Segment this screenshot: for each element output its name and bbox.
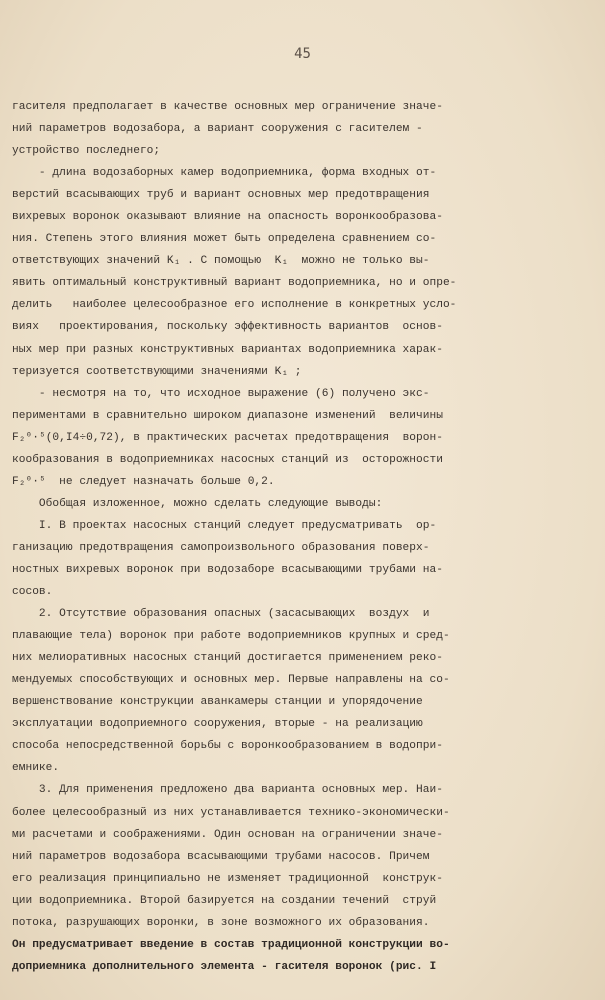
text-line: гасителя предполагает в качестве основных мер ограничение значе- — [12, 101, 443, 113]
text-line: ганизацию предотвращения самопроизвольного образования поверх- — [12, 541, 430, 554]
text-line: ностных вихревых воронок при водозаборе всасывающими трубами на- — [12, 563, 443, 576]
text-line: ний параметров водозабора всасывающими трубами насосов. Причем — [12, 850, 430, 863]
text-line: - несмотря на то, что исходное выражение (6) получено экс- — [12, 387, 430, 400]
text-line: емнике. — [12, 762, 60, 775]
text-line: плавающие тела) воронок при работе водоприемников крупных и сред- — [12, 630, 450, 643]
text-line: Обобщая изложенное, можно сделать следующие выводы: — [12, 497, 383, 510]
text-line: 3. Для применения предложено два варианта основных мер. Наи- — [12, 784, 443, 797]
text-line: ния. Степень этого влияния может быть определена сравнением со- — [12, 233, 437, 246]
text-line: способа непосредственной борьбы с воронкообразованием в водопри- — [12, 740, 443, 753]
text-line: ции водоприемника. Второй базируется на создании течений струй — [12, 894, 437, 907]
text-line: потока, разрушающих воронки, в зоне возможного их образования. — [12, 916, 430, 929]
text-line: вершенствование конструкции аванкамеры станции и упорядочение — [12, 696, 423, 709]
text-line: периментами в сравнительно широком диапазоне изменений величины — [12, 409, 443, 422]
text-line: делить наиболее целесообразное его исполнение в конкретных усло- — [12, 299, 457, 312]
text-line: ответствующих значений K₁ . С помощью K₁ можно не только вы- — [12, 255, 430, 268]
body-text — [12, 96, 602, 978]
text-line: более целесообразный из них устанавливается технико-экономически- — [12, 806, 450, 819]
text-line: I. В проектах насосных станций следует предусматривать ор- — [12, 519, 437, 532]
text-line: ми расчетами и соображениями. Один основан на ограничении значе- — [12, 828, 443, 841]
text-line: его реализация принципиально не изменяет традиционной конструк- — [12, 872, 443, 885]
page-number: 45 — [294, 46, 311, 62]
text-line: явить оптимальный конструктивный вариант водоприемника, но и опре- — [12, 277, 457, 290]
text-line: ных мер при разных конструктивных вариантах водоприемника харак- — [12, 343, 443, 356]
text-line: устройство последнего; — [12, 145, 161, 158]
text-line: 2. Отсутствие образования опасных (засасывающих воздух и — [12, 608, 430, 621]
text-line: ний параметров водозабора, а вариант сооружения с гасителем - — [12, 123, 423, 136]
text-line: виях проектирования, поскольку эффективность вариантов основ- — [12, 321, 443, 334]
text-line: них мелиоративных насосных станций достигается применением реко- — [12, 652, 443, 665]
text-line: сосов. — [12, 586, 53, 599]
text-line: вихревых воронок оказывают влияние на опасность воронкообразова- — [12, 211, 443, 224]
text-line: F₂⁰·⁵(0,I4÷0,72), в практических расчетах предотвращения ворон- — [12, 431, 443, 444]
text-line: верстий всасывающих труб и вариант основных мер предотвращения — [12, 189, 430, 202]
text-line: мендуемых способствующих и основных мер. Первые направлены на со- — [12, 674, 450, 687]
text-line: теризуется соответствующими значениями K₁ ; — [12, 365, 302, 378]
text-line: эксплуатации водоприемного сооружения, вторые - на реализацию — [12, 718, 423, 731]
text-line: кообразования в водоприемниках насосных станций из осторожности — [12, 453, 443, 466]
text-line: F₂⁰·⁵ не следует назначать больше 0,2. — [12, 475, 275, 488]
text-line: доприемника дополнительного элемента - гасителя воронок (рис. I — [12, 960, 437, 973]
text-line: - длина водозаборных камер водоприемника, форма входных от- — [12, 167, 437, 180]
text-line: Он предусматривает введение в состав традиционной конструкции во- — [12, 938, 450, 951]
